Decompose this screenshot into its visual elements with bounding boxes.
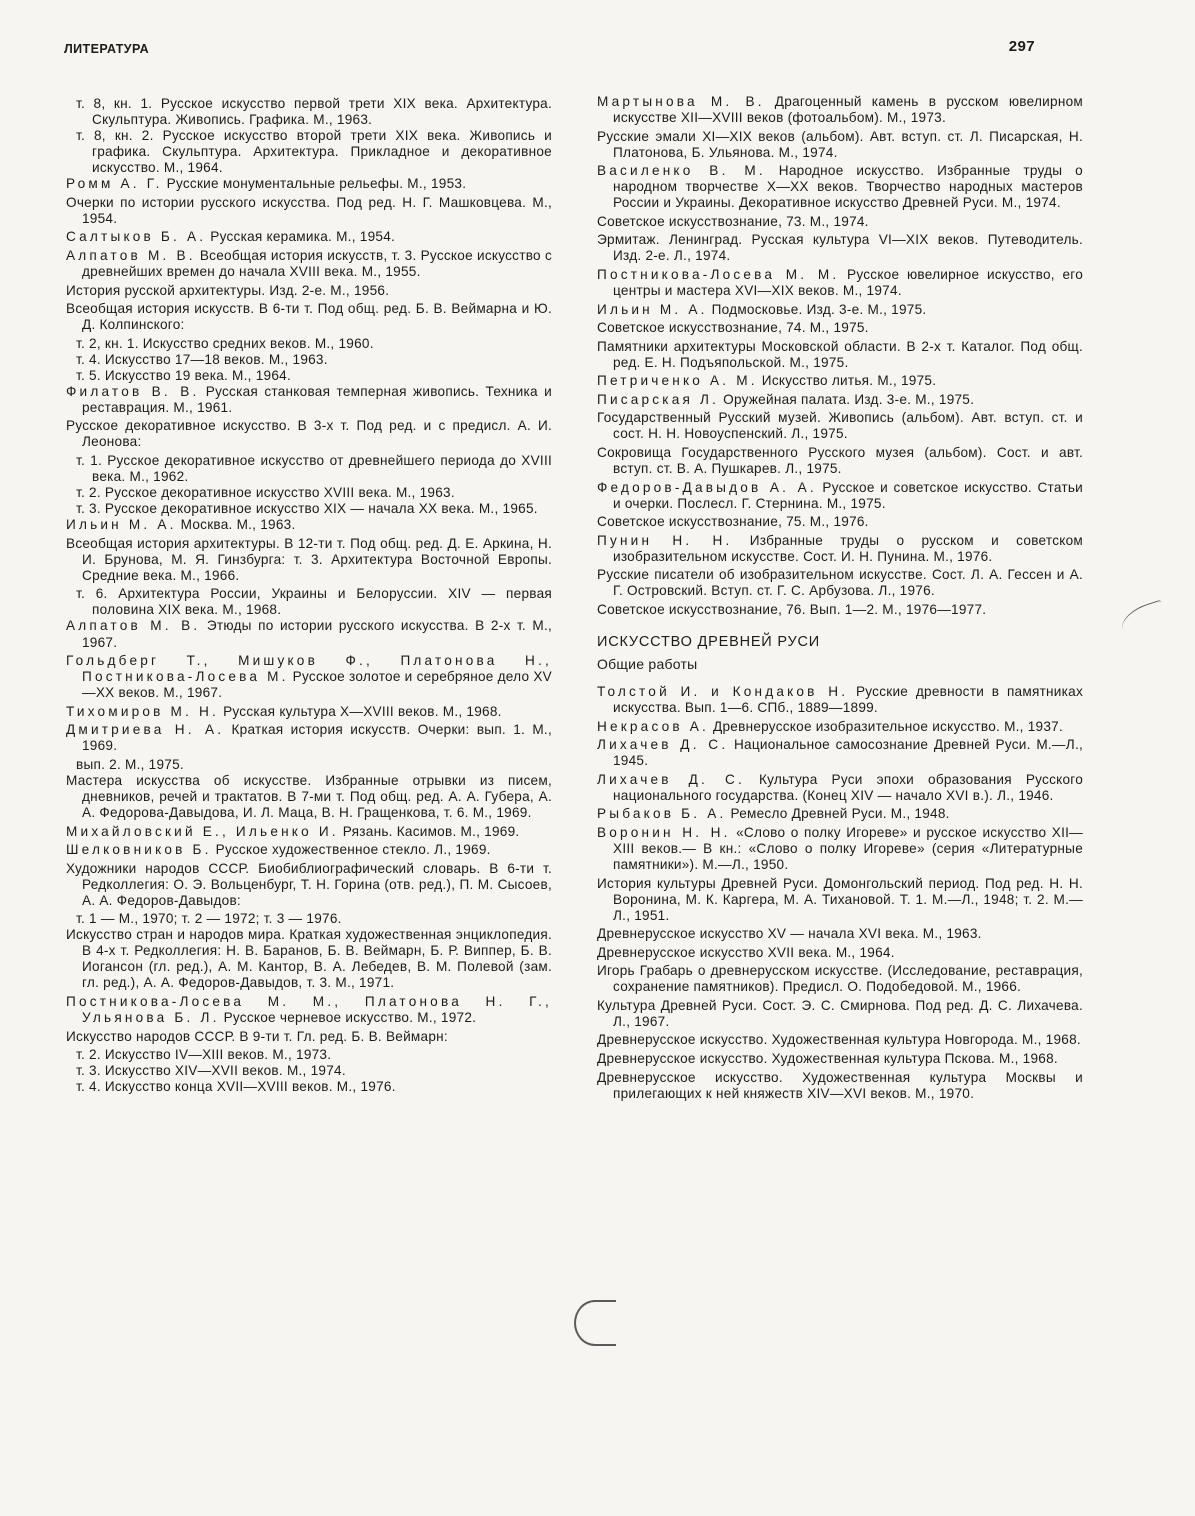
entry-author: Лихачев Д. С. (597, 771, 745, 787)
right-column (597, 94, 1083, 1104)
entry-text: Избранные труды о русском и советском изобразительном искусстве. Сост. И. Н. Пунина. М., 1976. (613, 532, 1083, 564)
bibliography-entry (66, 861, 552, 909)
bibliography-entry (66, 195, 552, 227)
bibliography-entry (597, 392, 1083, 408)
bibliography-entry (66, 283, 552, 299)
bibliography-entry (66, 842, 552, 858)
bibliography-entry (597, 163, 1083, 211)
entry-text: Национальное самосознание Древней Руси. М.—Л., 1945. (613, 737, 1083, 769)
entry-text: Русское золотое и серебряное дело XV—XX веков. М., 1967. (82, 669, 552, 701)
bibliography-entry (597, 339, 1083, 371)
entry-text: Искусство стран и народов мира. Краткая художественная энциклопедия. В 4-х т. Редколлегия: Н. В. Баранов, Б. В. Веймарн, Б. Р. Виппер, Б. В. Иогансон (гл. ред.), А. М. Кантор, В. А. Лебедев, В. М. Полевой (зам. гл. ред.), А. А. Федоров-Давыдов, т. 3. М., 1971. (66, 927, 552, 991)
entry-text: Советское искусствознание, 74. М., 1975. (597, 320, 869, 336)
section-subheading: Общие работы (597, 655, 698, 672)
bibliography-entry (66, 301, 552, 333)
entry-text: Русские древности в памятниках искусства. Вып. 1—6. СПб., 1889—1899. (613, 684, 1083, 716)
entry-text: Искусство литья. М., 1975. (757, 373, 937, 389)
entry-text: Древнерусское искусство XVII века. М., 1964. (597, 944, 895, 960)
entry-text: Этюды по истории русского искусства. В 2-х т. М., 1967. (82, 618, 552, 650)
entry-text: т. 2. Искусство IV—XIII веков. М., 1973. (76, 1047, 332, 1063)
entry-author: Федоров-Давыдов А. А. (597, 479, 817, 495)
entry-text: Очерки по истории русского искусства. Под ред. Н. Г. Машковцева. М., 1954. (66, 194, 552, 226)
entry-text: т. 1 — М., 1970; т. 2 — 1972; т. 3 — 1976. (76, 911, 342, 927)
entry-text: Подмосковье. Изд. 3-е. М., 1975. (707, 301, 927, 317)
entry-text: «Слово о полку Игореве» и русское искусство XII—XIII веков.— В кн.: «Слово о полку Игореве» (серия «Литературные памятники»). М.—Л., 1950. (613, 824, 1083, 872)
entry-text: Древнерусское искусство. Художественная культура Москвы и прилегающих к ней княжеств XIV—XVI веков. М., 1970. (597, 1069, 1083, 1101)
bibliography-entry (66, 229, 552, 245)
bibliography-entry (66, 384, 552, 416)
bibliography-entry (597, 514, 1083, 530)
bibliography-entry (597, 373, 1083, 389)
bibliography-entry (66, 911, 552, 927)
bibliography-entry (597, 684, 1083, 716)
entry-text: Эрмитаж. Ленинград. Русская культура VI—XIX веков. Путеводитель. Изд. 2-е. Л., 1974. (597, 232, 1083, 264)
bibliography-entry (66, 536, 552, 584)
entry-text: Искусство народов СССР. В 9-ти т. Гл. ред. Б. В. Веймарн: (66, 1028, 448, 1044)
bibliography-entry (66, 336, 552, 352)
entry-text: т. 8, кн. 1. Русское искусство первой трети XIX века. Архитектура. Скульптура. Живопись. Графика. М., 1963. (76, 96, 552, 128)
bibliography-entry (66, 773, 552, 821)
entry-text: Русская керамика. М., 1954. (206, 229, 396, 245)
bibliography-entry (66, 586, 552, 618)
entry-text: вып. 2. М., 1975. (76, 756, 184, 772)
entry-text: Москва. М., 1963. (176, 517, 296, 533)
bibliography-entry (66, 368, 552, 384)
entry-text: Древнерусское искусство XV — начала XVI века. М., 1963. (597, 926, 982, 942)
bibliography-entry (66, 418, 552, 450)
entry-text: Советское искусствознание, 75. М., 1976. (597, 514, 869, 530)
bibliography-entry (597, 1070, 1083, 1102)
section-heading: ИСКУССТВО ДРЕВНЕЙ РУСИ (597, 633, 821, 650)
section-title: ЛИТЕРАТУРА (64, 42, 150, 56)
entry-author: Алпатов М. В. (66, 247, 196, 263)
entry-text: Русское ювелирное искусство, его центры и мастера XVI—XIX веков. М., 1974. (613, 266, 1083, 299)
entry-author: Ильин М. А. (66, 517, 177, 533)
bibliography-entry (66, 618, 552, 650)
bibliography-entry (597, 806, 1083, 822)
entry-author: Ромм А. Г. (66, 176, 163, 192)
bibliography-entry (597, 129, 1083, 161)
pencil-mark (1117, 600, 1168, 638)
entry-author: Рыбаков Б. А. (597, 806, 727, 822)
entry-text: т. 4. Искусство конца XVII—XVIII веков. М., 1976. (76, 1079, 396, 1095)
entry-author: Филатов В. В. (66, 383, 200, 399)
bibliography-entry (597, 602, 1083, 618)
bibliography-entry (66, 653, 552, 701)
entry-text: Русское черневое искусство. М., 1972. (219, 1010, 477, 1026)
entry-text: Памятники архитектуры Московской области. В 2-х т. Каталог. Под общ. ред. Е. Н. Подъяпольской. М., 1975. (597, 338, 1083, 370)
entry-author: Михайловский Е., Ильенко И. (66, 823, 339, 839)
entry-text: т. 5. Искусство 19 века. М., 1964. (76, 367, 291, 383)
entry-text: т. 3. Русское декоративное искусство XIX — начала XX века. М., 1965. (76, 501, 538, 517)
bibliography-entry (597, 214, 1083, 230)
entry-text: Народное искусство. Избранные труды о народном творчестве X—XX веков. Творчество народных мастеров России и Украины. Декоративное искусство Древней Руси. М., 1974. (613, 163, 1083, 211)
bibliography-entry (597, 480, 1083, 512)
entry-text: т. 2, кн. 1. Искусство средних веков. М., 1960. (76, 335, 374, 351)
entry-text: История русской архитектуры. Изд. 2-е. М., 1956. (66, 282, 390, 298)
entry-author: Ильин М. А. (597, 301, 708, 317)
entry-text: Русские писатели об изобразительном искусстве. Сост. Л. А. Гессен и А. Г. Островский. Вступ. ст. Г. С. Арбузова. Л., 1976. (597, 567, 1083, 599)
bibliography-entry (66, 824, 552, 840)
bibliography-entry (66, 517, 552, 533)
entry-text: Русское и советское искусство. Статьи и очерки. Послесл. Г. Стернина. М., 1975. (613, 479, 1083, 511)
right-column-entries (597, 94, 1083, 618)
entry-text: Оружейная палата. Изд. 3-е. М., 1975. (719, 391, 975, 407)
entry-text: Государственный Русский музей. Живопись (альбом). Авт. вступ. ст. и сост. Н. Н. Новоуспенский. Л., 1975. (597, 410, 1083, 442)
entry-author: Салтыков Б. А. (66, 229, 207, 245)
bibliography-entry (66, 1079, 552, 1095)
bibliography-entry (597, 302, 1083, 318)
entry-text: т. 3. Искусство XIV—XVII веков. М., 1974. (76, 1063, 346, 1079)
entry-author: Воронин Н. Н. (597, 824, 731, 840)
entry-text: т. 8, кн. 2. Русское искусство второй трети XIX века. Живопись и графика. Скульптура. Архитектура. Прикладное и декоративное искусство. М., 1964. (76, 128, 552, 176)
entry-text: Культура Руси эпохи образования Русского национального государства. (Конец XIV — начало XVI в.). Л., 1946. (613, 771, 1084, 803)
bibliography-entry (66, 176, 552, 192)
entry-author: Петриченко А. М. (597, 373, 758, 389)
entry-author: Писарская Л. (597, 391, 720, 407)
entry-author: Лихачев Д. С. (597, 737, 729, 753)
bibliography-entry (66, 927, 552, 991)
pencil-bracket-mark (574, 1300, 616, 1346)
section-entries (597, 684, 1083, 1102)
entry-text: История культуры Древней Руси. Домонгольский период. Под ред. Н. Н. Воронина, М. К. Каргера, М. А. Тихановой. Т. 1. М.—Л., 1948; т. 2. М.—Л., 1951. (597, 875, 1083, 923)
bibliography-entry (66, 1063, 552, 1079)
bibliography-entry (597, 926, 1083, 942)
bibliography-entry (66, 1047, 552, 1063)
entry-text: т. 1. Русское декоративное искусство от древнейшего периода до XVIII века. М., 1962. (76, 452, 552, 485)
bibliography-entry (597, 876, 1083, 924)
entry-text: Русские монументальные рельефы. М., 1953. (162, 176, 467, 192)
entry-text: Всеобщая история архитектуры. В 12-ти т. Под общ. ред. Д. Е. Аркина, Н. И. Брунова, М. Я. Гинзбурга: т. 3. Архитектура Восточной Европы. Средние века. М., 1966. (66, 535, 552, 583)
entry-author: Алпатов М. В. (66, 618, 201, 634)
entry-author: Постникова-Лосева М. М., Платонова Н. Г., Ульянова Б. Л. (66, 993, 552, 1026)
entry-author: Тихомиров М. Н. (66, 703, 220, 719)
entry-text: Ремесло Древней Руси. М., 1948. (726, 806, 950, 822)
entry-text: Художники народов СССР. Биобиблиографический словарь. В 6-ти т. Редколлегия: О. Э. Вольценбург, Т. Н. Горина (отв. ред.), П. М. Сысоев, А. А. Федоров-Давыдов: (66, 860, 552, 908)
running-header (64, 38, 1131, 62)
bibliography-entry (597, 945, 1083, 961)
entry-text: Всеобщая история искусств, т. 3. Русское искусство с древнейших времен до начала XVIII века. М., 1955. (82, 247, 552, 279)
bibliography-entry (66, 248, 552, 280)
entry-author: Дмитриева Н. А. (66, 722, 225, 738)
bibliography-entry (597, 567, 1083, 599)
bibliography-entry (66, 453, 552, 485)
bibliography-entry (66, 757, 552, 773)
entry-text: Древнерусское изобразительное искусство. М., 1937. (709, 718, 1064, 734)
entry-text: Русское декоративное искусство. В 3-х т. Под ред. и с предисл. А. И. Леонова: (66, 418, 552, 450)
entry-author: Гольдберг Т., Мишуков Ф., Платонова Н., Постникова-Лосева М. (66, 653, 552, 685)
entry-text: Культура Древней Руси. Сост. Э. С. Смирнова. Под ред. Д. С. Лихачева. Л., 1967. (597, 997, 1083, 1029)
bibliography-entry (597, 825, 1083, 873)
entry-text: т. 4. Искусство 17—18 веков. М., 1963. (76, 351, 328, 367)
bibliography-entry (597, 998, 1083, 1030)
bibliography-entry (597, 963, 1083, 995)
bibliography-entry (597, 533, 1083, 565)
bibliography-entry (597, 719, 1083, 735)
entry-text: Мастера искусства об искусстве. Избранные отрывки из писем, дневников, речей и трактатов. В 7-ми т. Под общ. ред. А. А. Губера, А. А. Федорова-Давыдова, И. Л. Маца, В. Н. Гращенкова, т. 6. М., 1969. (66, 772, 552, 820)
bibliography-entry (597, 1032, 1083, 1048)
entry-author: Мартынова М. В. (597, 94, 765, 109)
bibliography-entry (66, 704, 552, 720)
entry-text: Русская культура X—XVIII веков. М., 1968. (219, 703, 502, 719)
bibliography-entry (597, 445, 1083, 477)
entry-text: Древнерусское искусство. Художественная культура Пскова. М., 1968. (597, 1050, 1058, 1066)
entry-author: Шелковников Б. (66, 842, 212, 858)
bibliography-entry (66, 485, 552, 501)
bibliography-entry (66, 994, 552, 1026)
page-number: 297 (1008, 38, 1035, 55)
entry-text: Советское искусствознание, 73. М., 1974. (597, 213, 869, 229)
bibliography-entry (597, 94, 1083, 126)
entry-text: Игорь Грабарь о древнерусском искусстве. (Исследование, реставрация, сохранение памятников). Предисл. О. Подобедовой. М., 1966. (597, 963, 1083, 995)
bibliography-entry (66, 501, 552, 517)
left-column (66, 96, 552, 1095)
bibliography-entry (66, 96, 552, 128)
bibliography-entry (597, 232, 1083, 264)
entry-text: Сокровища Государственного Русского музея (альбом). Сост. и авт. вступ. ст. В. А. Пушкарев. Л., 1975. (597, 444, 1083, 476)
entry-text: Древнерусское искусство. Художественная культура Новгорода. М., 1968. (597, 1032, 1081, 1048)
entry-text: т. 2. Русское декоративное искусство XVIII века. М., 1963. (76, 485, 455, 501)
bibliography-entry (66, 128, 552, 176)
entry-text: Драгоценный камень в русском ювелирном искусстве XII—XVIII веков (фотоальбом). М., 1973. (613, 94, 1083, 126)
entry-text: т. 6. Архитектура России, Украины и Белоруссии. XIV — первая половина XIX века. М., 1968. (76, 586, 552, 618)
entry-author: Толстой И. и Кондаков Н. (597, 684, 849, 699)
entry-author: Постникова-Лосева М. М. (597, 266, 840, 282)
entry-text: Советское искусствознание, 76. Вып. 1—2. М., 1976—1977. (597, 601, 987, 617)
bibliography-entry (597, 737, 1083, 769)
bibliography-entry (597, 410, 1083, 442)
entry-text: Всеобщая история искусств. В 6-ти т. Под общ. ред. Б. В. Веймарна и Ю. Д. Колпинского: (66, 301, 552, 333)
entry-text: Русская станковая темперная живопись. Техника и реставрация. М., 1961. (82, 383, 552, 415)
entry-text: Русские эмали XI—XIX веков (альбом). Авт. вступ. ст. Л. Писарская, Н. Платонова, Б. Ульянова. М., 1974. (597, 128, 1083, 160)
bibliography-entry (66, 722, 552, 754)
bibliography-entry (66, 352, 552, 368)
entry-author: Пунин Н. Н. (597, 532, 733, 548)
entry-text: Русское художественное стекло. Л., 1969. (211, 842, 491, 858)
bibliography-entry (597, 320, 1083, 336)
bibliography-entry (597, 772, 1083, 804)
entry-text: Краткая история искусств. Очерки: вып. 1. М., 1969. (82, 722, 552, 754)
entry-author: Некрасов А. (597, 718, 709, 734)
bibliography-entry (597, 1051, 1083, 1067)
bibliography-entry (66, 1029, 552, 1045)
entry-text: Рязань. Касимов. М., 1969. (338, 823, 520, 839)
entry-author: Василенко В. М. (597, 163, 766, 179)
bibliography-entry (597, 267, 1083, 299)
